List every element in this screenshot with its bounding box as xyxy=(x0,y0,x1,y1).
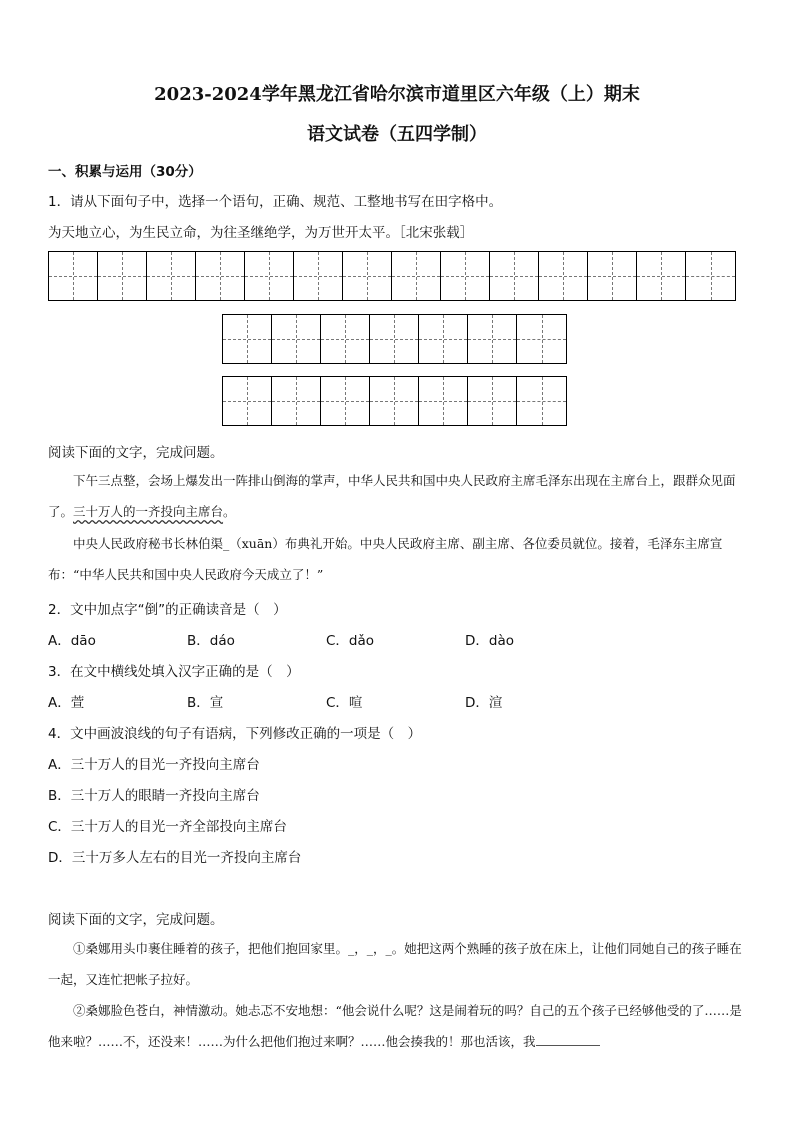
grid-cell[interactable] xyxy=(272,315,321,363)
grid-cell[interactable] xyxy=(49,252,98,300)
reading2-intro: 阅读下面的文字，完成问题。 xyxy=(48,912,224,928)
reading1-p1-wavy-sentence: 三十万人的一齐投向主席台 xyxy=(73,504,224,519)
reading1-paragraph2: 中央人民政府秘书长林伯渠_（xuān）布典礼开始。中央人民政府主席、副主席、各位委员就位。接着，毛泽东主席宣布：“中华人民共和国中央人民政府今天成立了！” xyxy=(48,536,723,582)
q3-option-b[interactable]: B．宣 xyxy=(187,695,224,711)
grid-cell[interactable] xyxy=(419,315,468,363)
grid-cell[interactable] xyxy=(490,252,539,300)
q3-option-d[interactable]: D．渲 xyxy=(465,695,503,711)
document-title-line2: 语文试卷（五四学制） xyxy=(307,124,487,145)
grid-cell[interactable] xyxy=(343,252,392,300)
q3-option-c[interactable]: C．喧 xyxy=(326,695,363,711)
q4-prompt: 4．文中画波浪线的句子有语病，下列修改正确的一项是（ ） xyxy=(48,726,422,742)
grid-cell[interactable] xyxy=(517,315,566,363)
q2-option-a[interactable]: A．dāo xyxy=(48,633,96,649)
tianzige-row-2[interactable] xyxy=(222,314,567,364)
grid-cell[interactable] xyxy=(539,252,588,300)
grid-cell[interactable] xyxy=(468,377,517,425)
grid-cell[interactable] xyxy=(294,252,343,300)
reading2-p2-text: ②桑娜脸色苍白，神情激动。她忐忑不安地想：“他会说什么呢？这是闹着玩的吗？自己的五个孩子已经够他受的了……是他来啦？……不，还没来！……为什么把他们抱过来啊？……他会揍我的！那也活该，我 xyxy=(48,1003,742,1049)
q1-quote: 为天地立心，为生民立命，为往圣继绝学，为万世开太平。［北宋张载］ xyxy=(48,225,474,241)
reading1-paragraph1 xyxy=(48,465,748,527)
q3-option-a[interactable]: A．萱 xyxy=(48,695,85,711)
q1-prompt: 1．请从下面句子中，选择一个语句，正确、规范、工整地书写在田字格中。 xyxy=(48,194,503,210)
tianzige-row-3[interactable] xyxy=(222,376,567,426)
q4-option-d[interactable]: D．三十万多人左右的目光一齐投向主席台 xyxy=(48,850,302,866)
grid-cell[interactable] xyxy=(686,252,735,300)
grid-cell[interactable] xyxy=(517,377,566,425)
reading2-paragraph2 xyxy=(48,995,748,1057)
q2-prompt: 2．文中加点字“倒”的正确读音是（ ） xyxy=(48,602,287,618)
q2-option-b[interactable]: B．dáo xyxy=(187,633,235,649)
grid-cell[interactable] xyxy=(392,252,441,300)
grid-cell[interactable] xyxy=(419,377,468,425)
grid-cell[interactable] xyxy=(588,252,637,300)
reading1-intro: 阅读下面的文字，完成问题。 xyxy=(48,445,224,461)
section-heading: 一、积累与运用（30分） xyxy=(48,164,202,180)
reading1-p1-text: 下午三点整，会场上爆发出一阵排山倒海的掌声，中华人民共和国中央人民政府主席毛泽东出现在主席台上，跟群众见面了。 xyxy=(48,473,736,519)
grid-cell[interactable] xyxy=(272,377,321,425)
q2-option-d[interactable]: D．dào xyxy=(465,633,514,649)
q4-option-b[interactable]: B．三十万人的眼睛一齐投向主席台 xyxy=(48,788,260,804)
grid-cell[interactable] xyxy=(321,315,370,363)
reading2-paragraph1: ①桑娜用头巾裹住睡着的孩子，把他们抱回家里。_，_，_。她把这两个熟睡的孩子放在床上，让他们同她自己的孩子睡在一起，又连忙把帐子拉好。 xyxy=(48,941,742,987)
grid-cell[interactable] xyxy=(637,252,686,300)
document-title-line1: 2023-2024学年黑龙江省哈尔滨市道里区六年级（上）期末 xyxy=(154,84,640,105)
grid-cell[interactable] xyxy=(147,252,196,300)
q2-option-c[interactable]: C．dǎo xyxy=(326,633,375,649)
q4-option-a[interactable]: A．三十万人的目光一齐投向主席台 xyxy=(48,757,260,773)
grid-cell[interactable] xyxy=(223,377,272,425)
grid-cell[interactable] xyxy=(196,252,245,300)
answer-blank[interactable] xyxy=(536,1035,600,1046)
grid-cell[interactable] xyxy=(245,252,294,300)
grid-cell[interactable] xyxy=(468,315,517,363)
grid-cell[interactable] xyxy=(441,252,490,300)
reading1-p1-end: 。 xyxy=(223,504,236,519)
q3-prompt: 3．在文中横线处填入汉字正确的是（ ） xyxy=(48,664,300,680)
grid-cell[interactable] xyxy=(370,377,419,425)
grid-cell[interactable] xyxy=(223,315,272,363)
q4-option-c[interactable]: C．三十万人的目光一齐全部投向主席台 xyxy=(48,819,287,835)
grid-cell[interactable] xyxy=(370,315,419,363)
grid-cell[interactable] xyxy=(98,252,147,300)
grid-cell[interactable] xyxy=(321,377,370,425)
tianzige-row-1[interactable] xyxy=(48,251,736,301)
